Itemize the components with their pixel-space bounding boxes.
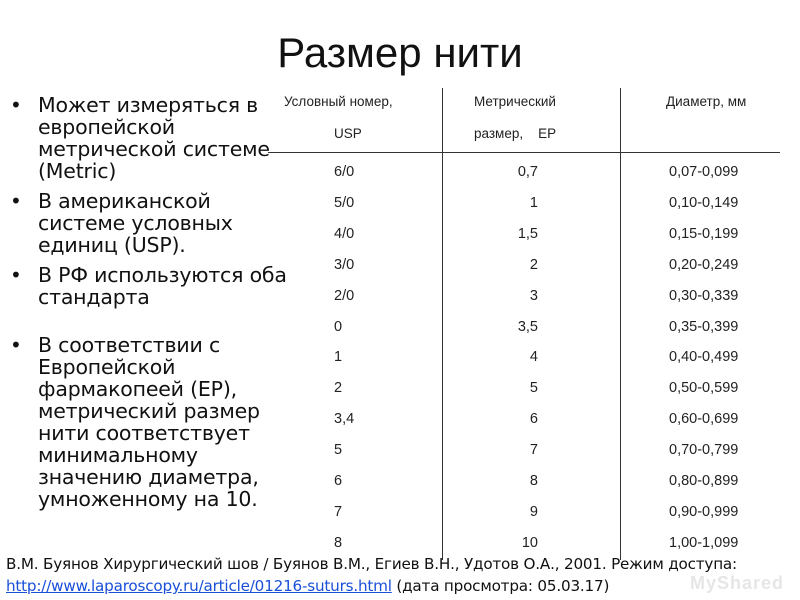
slide-title: Размер нити — [277, 29, 523, 76]
table-row — [268, 220, 780, 251]
diameter-cell: 0,10-0,149 — [669, 194, 739, 211]
ep-cell: 6 — [529, 411, 538, 428]
header-usp: Условный номер, — [284, 94, 393, 109]
usp-cell: 0 — [334, 318, 343, 335]
table-row — [268, 189, 780, 220]
usp-cell: 3/0 — [334, 256, 355, 273]
ep-cell: 1 — [529, 194, 538, 211]
bullet-item — [8, 190, 293, 256]
bullet-text: Может измеряться в европейской метрической системе (Metric) — [38, 93, 270, 183]
ep-cell: 2 — [529, 256, 538, 273]
diameter-cell: 0,07-0,099 — [669, 164, 739, 180]
usp-cell: 5 — [334, 442, 343, 459]
table-row — [268, 343, 780, 374]
bullet-dot-icon: • — [10, 263, 22, 287]
usp-cell: 1 — [334, 349, 343, 366]
table-row — [268, 251, 780, 282]
diameter-cell: 0,35-0,399 — [669, 318, 739, 335]
diameter-cell: 0,50-0,599 — [669, 380, 739, 397]
header-diameter: Диаметр, мм — [666, 94, 747, 109]
diameter-cell: 0,60-0,699 — [669, 411, 739, 428]
diameter-cell: 0,90-0,999 — [669, 503, 739, 520]
citation-date: (дата просмотра: 05.03.17) — [391, 577, 610, 595]
watermark-logo: MyShared — [689, 573, 784, 593]
ep-cell: 7 — [529, 442, 538, 459]
ep-cell: 8 — [529, 473, 538, 489]
usp-cell: 6 — [334, 473, 343, 489]
bullet-dot-icon: • — [10, 333, 22, 357]
usp-cell: 3,4 — [334, 411, 355, 428]
ep-cell: 0,7 — [517, 164, 538, 180]
bullet-item — [8, 94, 293, 182]
bullet-text: В РФ используются оба стандарта — [38, 263, 287, 309]
table-row — [268, 436, 780, 467]
bullet-text: В соответствии с Европейской фармакопеей (ЕР), метрический размер нити соответствует минимальному значению диаметра, умноженному на 10. — [38, 333, 260, 511]
bullet-text: В американской системе условных единиц (USP). — [38, 189, 233, 257]
header-ep: Метрический — [474, 94, 556, 109]
ep-cell: 1,5 — [517, 225, 538, 242]
citation-text: В.М. Буянов Хирургический шов / Буянов В.М., Егиев В.Н., Удотов О.А., 2001. Режим доступа: — [6, 555, 737, 573]
bullet-dot-icon: • — [10, 189, 22, 213]
diameter-cell: 0,70-0,799 — [669, 442, 739, 459]
table-row — [268, 374, 780, 405]
diameter-cell: 0,30-0,339 — [669, 287, 739, 304]
header-ep-sub: размер, EP — [474, 126, 557, 141]
citation — [6, 553, 796, 597]
usp-cell: 2 — [334, 380, 343, 397]
bullet-dot-icon: • — [10, 93, 22, 117]
ep-cell: 3,5 — [517, 318, 538, 335]
usp-cell: 6/0 — [334, 164, 355, 180]
ep-cell: 3 — [529, 287, 538, 304]
ep-cell: 9 — [529, 503, 538, 520]
table-row — [268, 313, 780, 344]
header-rule — [268, 152, 780, 153]
bullet-item — [8, 334, 293, 510]
diameter-cell: 0,20-0,249 — [669, 256, 739, 273]
usp-cell: 5/0 — [334, 194, 355, 211]
ep-cell: 5 — [529, 380, 538, 397]
table-row — [268, 158, 780, 189]
bullet-list — [8, 94, 293, 518]
usp-cell: 2/0 — [334, 287, 355, 304]
table-row — [268, 467, 780, 498]
diameter-cell: 0,40-0,499 — [669, 349, 739, 366]
usp-cell: 8 — [334, 534, 343, 551]
ep-cell: 4 — [529, 349, 538, 366]
usp-cell: 4/0 — [334, 225, 355, 242]
table-row — [268, 405, 780, 436]
bullet-item — [8, 264, 293, 308]
table-row — [268, 498, 780, 529]
diameter-cell: 0,15-0,199 — [669, 225, 739, 242]
diameter-cell: 1,00-1,099 — [669, 534, 739, 551]
citation-link[interactable]: http://www.laparoscopy.ru/article/01216-suturs.html — [6, 577, 392, 595]
thread-size-table — [268, 88, 780, 560]
ep-cell: 10 — [521, 534, 538, 551]
diameter-cell: 0,80-0,899 — [669, 473, 739, 489]
table-row — [268, 282, 780, 313]
header-usp-sub: USP — [334, 126, 362, 141]
usp-cell: 7 — [334, 503, 343, 520]
